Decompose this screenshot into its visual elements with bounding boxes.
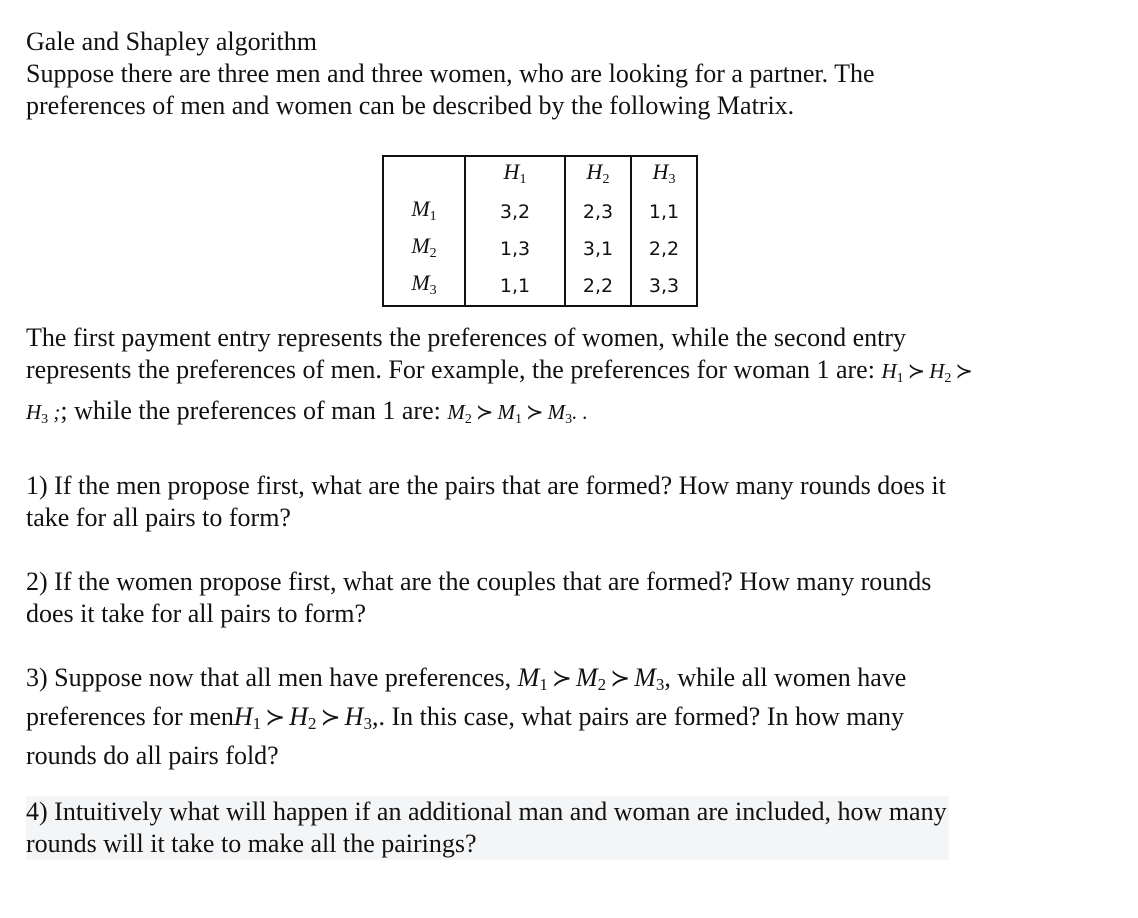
matrix-cell: 2,2 [565,268,631,306]
q2-line-2: does it take for all pairs to form? [26,599,367,628]
row-label-m1: $M_1$ [383,194,465,231]
explain-line-1: The first payment entry represents the preferences of women, while the second entry [26,323,907,352]
q4-line-1: 4) Intuitively what will happen if an additional man and woman are included, how many [26,797,947,826]
q1-line-2: take for all pairs to form? [26,503,291,532]
question-3 [26,662,906,772]
matrix-cell: 3,2 [465,194,565,231]
question-1 [26,470,946,534]
matrix-cell: 1,1 [465,268,565,306]
question-2 [26,566,931,630]
intro-line-2: preferences of men and women can be described by the following Matrix. [26,91,795,120]
matrix-row-m2 [383,231,697,268]
explain-line-3: $H_3$ ;; while the preferences of man 1 are: $M_2$ ≻ $M_1$ ≻ $M_3$. . [26,396,588,427]
matrix-corner-cell [383,156,465,194]
intro-line-1: Suppose there are three men and three women, who are looking for a partner. The [26,59,875,88]
q3-line-3: rounds do all pairs fold? [26,741,279,770]
matrix-cell: 3,3 [631,268,697,306]
explanation-paragraph [26,322,977,436]
title-text: Gale and Shapley algorithm [26,27,317,56]
preference-matrix [382,155,698,307]
matrix-row-m1 [383,194,697,231]
matrix-cell: 1,3 [465,231,565,268]
col-header-h1: $H_1$ [465,156,565,194]
intro-paragraph [26,58,875,122]
col-header-h2: $H_2$ [565,156,631,194]
matrix-header-row [383,156,697,194]
row-label-m2: $M_2$ [383,231,465,268]
matrix-cell: 3,1 [565,231,631,268]
q4-line-2: rounds will it take to make all the pairings? [26,829,477,858]
question-4 [26,796,949,860]
col-header-h3: $H_3$ [631,156,697,194]
q2-line-1: 2) If the women propose first, what are the couples that are formed? How many rounds [26,567,932,596]
document-title [26,26,317,58]
explain-line-2: represents the preferences of men. For example, the preferences for woman 1 are: $H_1$ ≻ $H_2$ ≻ [26,355,973,386]
q3-line-2: preferences for menH$_1$ ≻ $H_2$ ≻ $H_3$,. In this case, what pairs are formed? In how many [26,702,905,733]
matrix-cell: 2,3 [565,194,631,231]
q1-line-1: 1) If the men propose first, what are the pairs that are formed? How many rounds does it [26,471,946,500]
q3-line-1: 3) Suppose now that all men have preferences, $M_1$ ≻ $M_2$ ≻ $M_3$, while all women have [26,663,907,694]
matrix-cell: 1,1 [631,194,697,231]
matrix-row-m3 [383,268,697,306]
matrix-cell: 2,2 [631,231,697,268]
row-label-m3: $M_3$ [383,268,465,306]
